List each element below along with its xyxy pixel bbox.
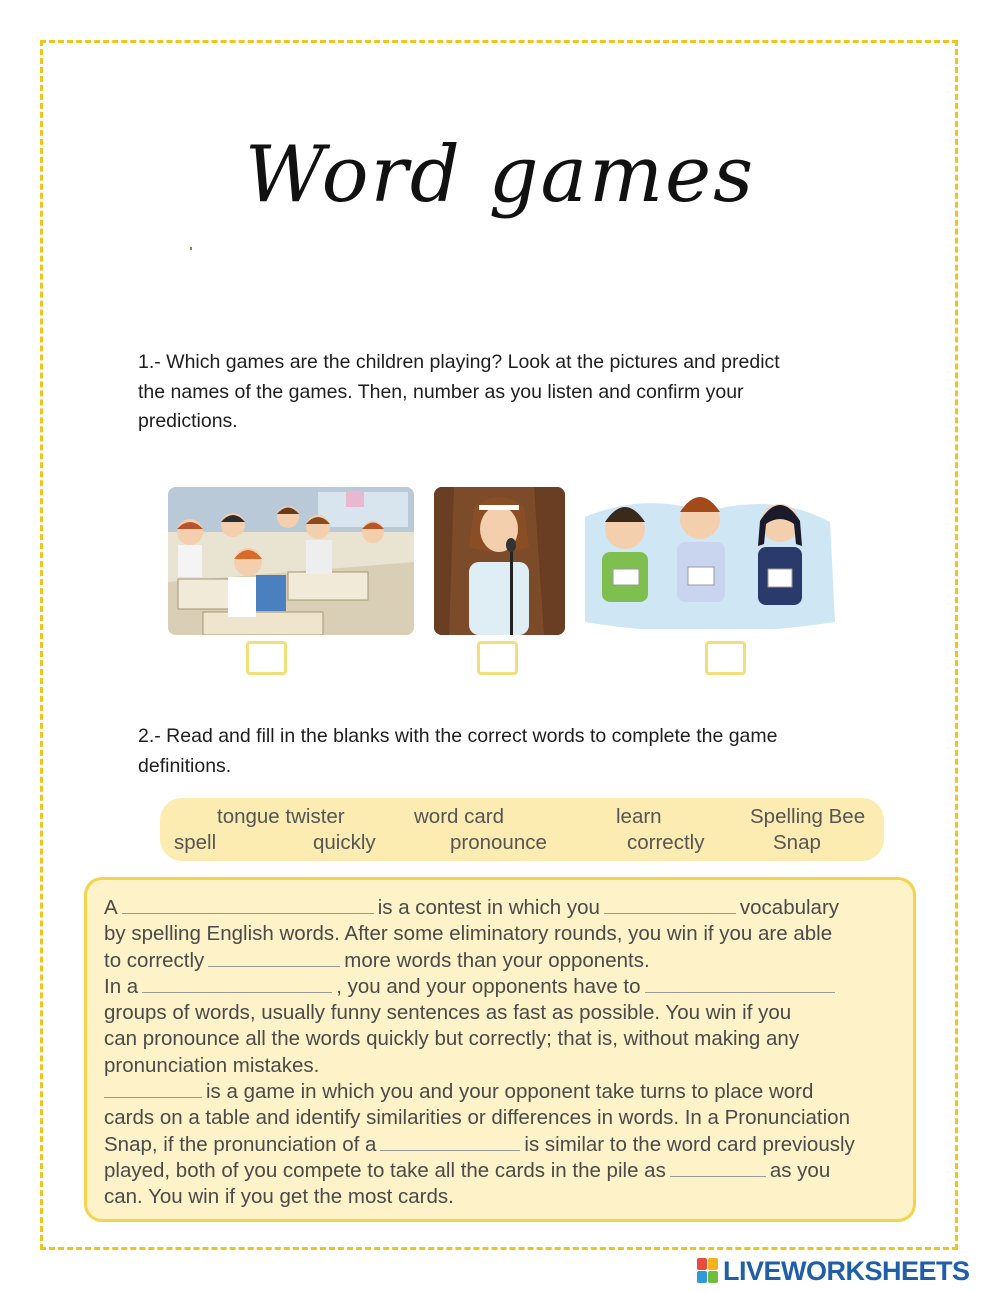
word-bank-item: Snap xyxy=(773,831,821,854)
answer-box-2[interactable] xyxy=(477,641,518,675)
blank-3[interactable] xyxy=(208,949,340,967)
def-text: can. You win if you get the most cards. xyxy=(104,1185,454,1209)
blank-6[interactable] xyxy=(104,1080,202,1098)
def-text: groups of words, usually funny sentences as fast as possible. You win if you xyxy=(104,1001,792,1025)
blank-2[interactable] xyxy=(604,896,736,914)
answer-box-1[interactable] xyxy=(246,641,287,675)
question-1-line: the names of the games. Then, number as you listen and confirm your xyxy=(138,380,744,403)
question-1-line: predictions. xyxy=(138,410,238,432)
def-text: as you xyxy=(769,1158,831,1182)
word-bank-item: spell xyxy=(174,831,217,854)
word-bank-item: correctly xyxy=(627,831,705,854)
stage-picture xyxy=(434,487,565,635)
children-cards-picture xyxy=(580,487,836,629)
def-text: played, both of you compete to take all the cards in the pile as xyxy=(104,1158,666,1182)
word-bank-item: quickly xyxy=(313,831,376,854)
question-1-line: 1.- Which games are the children playing? Look at the pictures and predict xyxy=(138,351,780,373)
blank-7[interactable] xyxy=(380,1133,520,1151)
def-text: cards on a table and identify similarities or differences in words. In a Pronunciation xyxy=(104,1106,850,1130)
def-text: can pronounce all the words quickly but correctly; that is, without making any xyxy=(104,1027,800,1051)
classroom-picture xyxy=(168,487,414,635)
def-text: is a contest in which you xyxy=(377,896,600,919)
blank-8[interactable] xyxy=(670,1159,766,1177)
def-text: , you and your opponents have to xyxy=(336,974,641,998)
question-2-line: 2.- Read and fill in the blanks with the correct words to complete the game xyxy=(138,725,778,747)
word-bank-item: word card xyxy=(414,805,505,828)
page-title: Word games xyxy=(244,130,756,220)
blank-5[interactable] xyxy=(645,975,835,993)
liveworksheets-brand[interactable] xyxy=(697,1257,970,1285)
blank-1[interactable] xyxy=(122,896,374,914)
def-text: In a xyxy=(104,974,139,998)
word-bank xyxy=(160,798,884,861)
word-bank-item: tongue twister xyxy=(217,805,345,828)
word-bank-item: Spelling Bee xyxy=(750,805,866,828)
stray-mark xyxy=(190,247,192,250)
question-2-line: definitions. xyxy=(138,754,232,777)
liveworksheets-logo-icon xyxy=(697,1258,719,1284)
word-bank-item: pronounce xyxy=(450,831,547,854)
question-1 xyxy=(138,348,878,437)
def-text: by spelling English words. After some eliminatory rounds, you win if you are able xyxy=(104,922,833,946)
def-text: to correctly xyxy=(104,948,205,972)
def-text: Snap, if the pronunciation of a xyxy=(104,1132,377,1156)
question-2 xyxy=(138,722,878,781)
blank-4[interactable] xyxy=(142,975,332,993)
brand-name: LIVEWORKSHEETS xyxy=(723,1255,970,1286)
def-text: is a game in which you and your opponent take turns to place word xyxy=(206,1080,814,1104)
def-text: vocabulary xyxy=(739,896,840,919)
def-text: is similar to the word card previously xyxy=(524,1132,855,1156)
definitions-text xyxy=(104,895,904,1211)
def-text: more words than your opponents. xyxy=(344,948,650,972)
answer-box-3[interactable] xyxy=(705,641,746,675)
word-bank-item: learn xyxy=(616,805,662,828)
def-text: A xyxy=(104,896,118,919)
def-text: pronunciation mistakes. xyxy=(104,1053,320,1077)
